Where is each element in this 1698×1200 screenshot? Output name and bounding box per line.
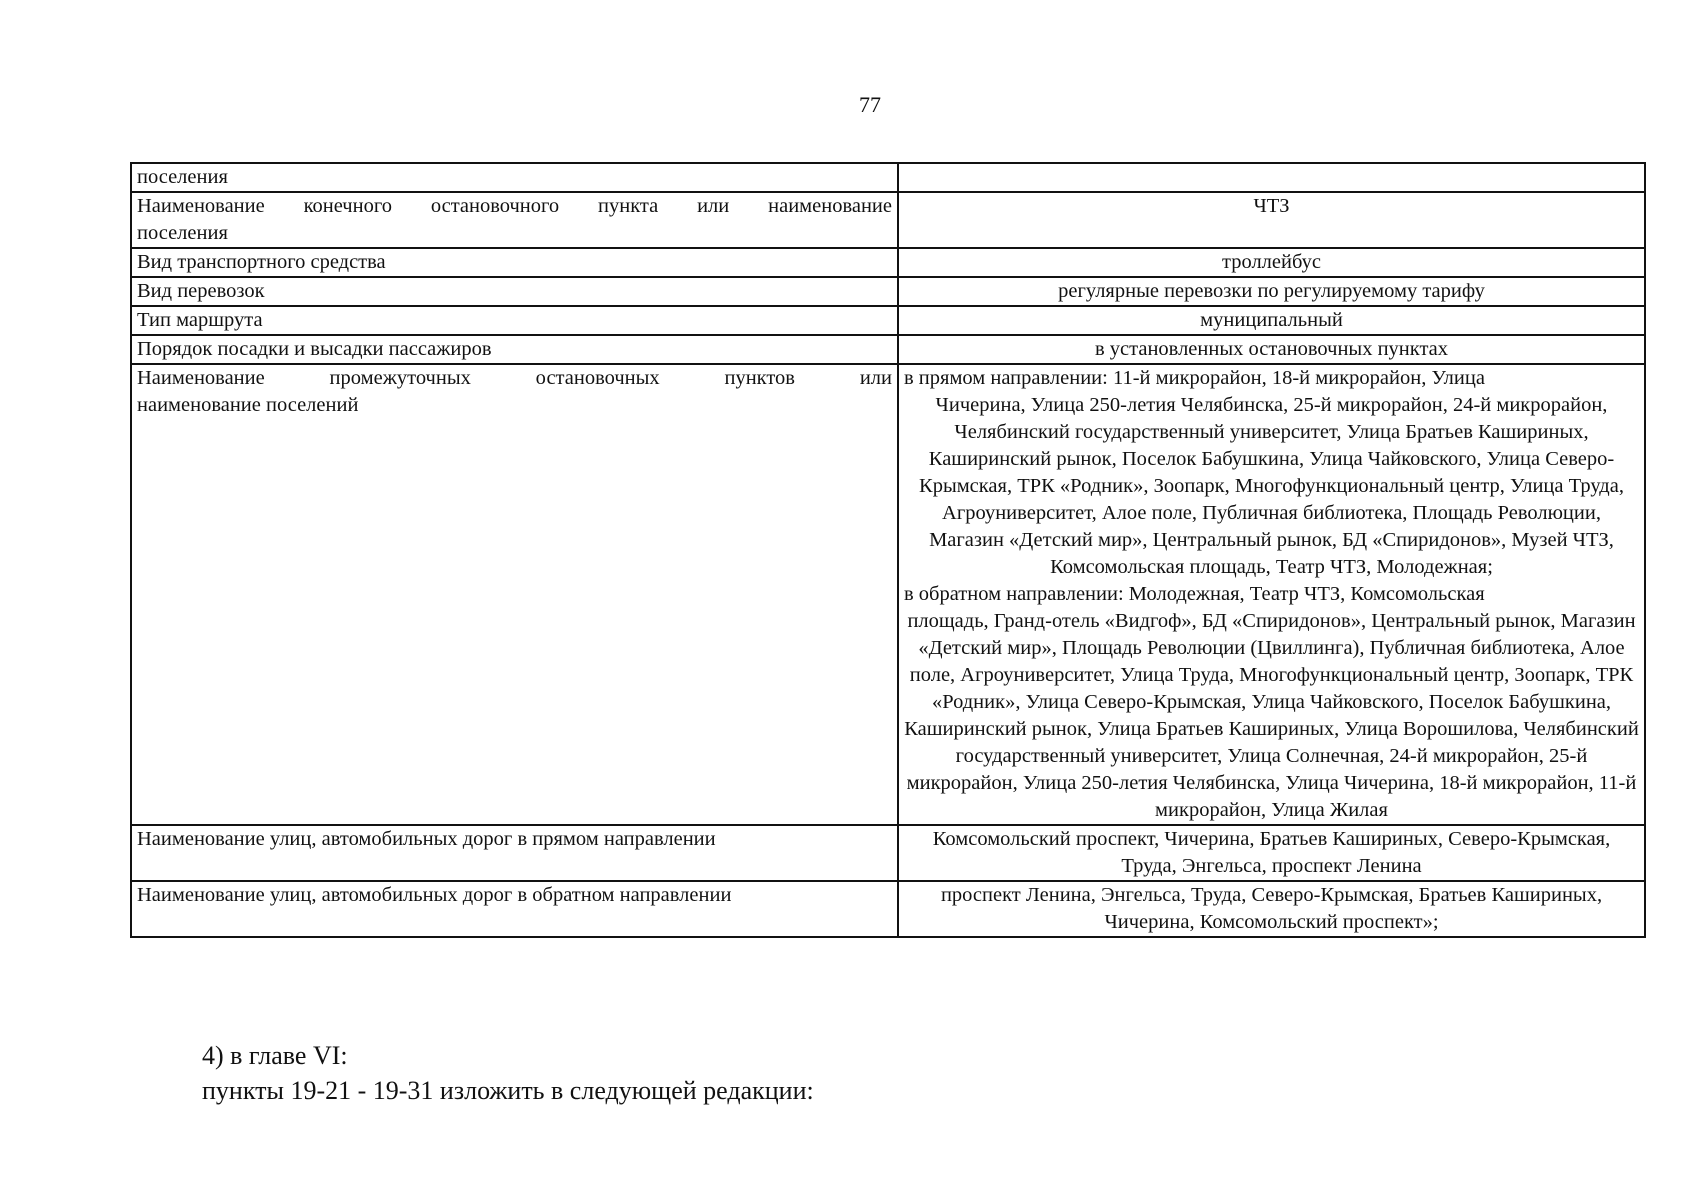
final-stop-label [137,193,892,247]
row-label-backward-streets: Наименование улиц, автомобильных дорог в обратном направлении [131,881,898,937]
intermediate-stops-label-line-1: Наименование промежуточных остановочных пунктов или [137,367,892,389]
page-number: 77 [859,92,881,117]
row-label-route-type: Тип маршрута [131,306,898,335]
intermediate-stops-label-line-2: наименование поселений [137,394,359,416]
table-row [131,277,1645,306]
route-passport-table [130,162,1646,938]
table-row [131,163,1645,192]
row-label-intermediate-stops [131,364,898,825]
row-label-vehicle-type: Вид транспортного средства [131,248,898,277]
row-value-route-type: муниципальный [898,306,1645,335]
row-value-transport-kind: регулярные перевозки по регулируемому тарифу [898,277,1645,306]
row-value-backward-streets: проспект Ленина, Энгельса, Труда, Северо-Крымская, Братьев Кашириных, Чичерина, Комсомольский проспект»; [898,881,1645,937]
intermediate-stops-label [137,365,892,419]
row-label-boarding-order: Порядок посадки и высадки пассажиров [131,335,898,364]
chapter-amendment-heading: 4) в главе VI: [202,1041,348,1070]
table-row [131,335,1645,364]
row-value-intermediate-stops [898,364,1645,825]
row-label-final-stop [131,192,898,248]
table-row [131,306,1645,335]
row-value-final-stop: ЧТЗ [898,192,1645,248]
forward-direction-stops: Чичерина, Улица 250-летия Челябинска, 25-й микрорайон, 24-й микрорайон, Челябинский государственный университет, Улица Братьев Кашириных, Каширинский рынок, Поселок Бабушкина, Улица Чайковского, Улица Северо-Крымская, ТРК «Родник», Зоопарк, Многофункциональный центр, Улица Труда, Агроуниверситет, Алое поле, Публичная библиотека, Площадь Революции, Магазин «Детский мир», Центральный рынок, БД «Спиридонов», Музей ЧТЗ, Комсомольская площадь, Театр ЧТЗ, Молодежная; [919,394,1624,578]
row-value-vehicle-type: троллейбус [898,248,1645,277]
table-row [131,192,1645,248]
backward-direction-first-line: в обратном направлении: Молодежная, Театр ЧТЗ, Комсомольская [904,583,1485,605]
table-row [131,364,1645,825]
row-label-settlement: поселения [131,163,898,192]
final-stop-label-line-1: Наименование конечного остановочного пункта или наименование [137,195,892,217]
row-value-boarding-order: в установленных остановочных пунктах [898,335,1645,364]
row-label-transport-kind: Вид перевозок [131,277,898,306]
row-value-forward-streets: Комсомольский проспект, Чичерина, Братьев Кашириных, Северо-Крымская, Труда, Энгельса, проспект Ленина [898,825,1645,881]
row-value-settlement [898,163,1645,192]
row-label-forward-streets: Наименование улиц, автомобильных дорог в прямом направлении [131,825,898,881]
table-row [131,248,1645,277]
final-stop-label-line-2: поселения [137,222,228,244]
table-row [131,881,1645,937]
backward-direction-stops: площадь, Гранд-отель «Видгоф», БД «Спиридонов», Центральный рынок, Магазин «Детский мир», Площадь Революции (Цвиллинга), Публичная библиотека, Алое поле, Агроуниверситет, Улица Труда, Многофункциональный центр, Зоопарк, ТРК «Родник», Улица Северо-Крымская, Улица Чайковского, Поселок Бабушкина, Каширинский рынок, Улица Братьев Кашириных, Улица Ворошилова, Челябинский государственный университет, Улица Солнечная, 24-й микрорайон, 25-й микрорайон, Улица 250-летия Челябинска, Улица Чичерина, 18-й микрорайон, 11-й микрорайон, Улица Жилая [904,610,1639,821]
table-row [131,825,1645,881]
chapter-amendment-text: пункты 19-21 - 19-31 изложить в следующей редакции: [202,1076,814,1105]
forward-direction-first-line: в прямом направлении: 11-й микрорайон, 18-й микрорайон, Улица [904,367,1485,389]
